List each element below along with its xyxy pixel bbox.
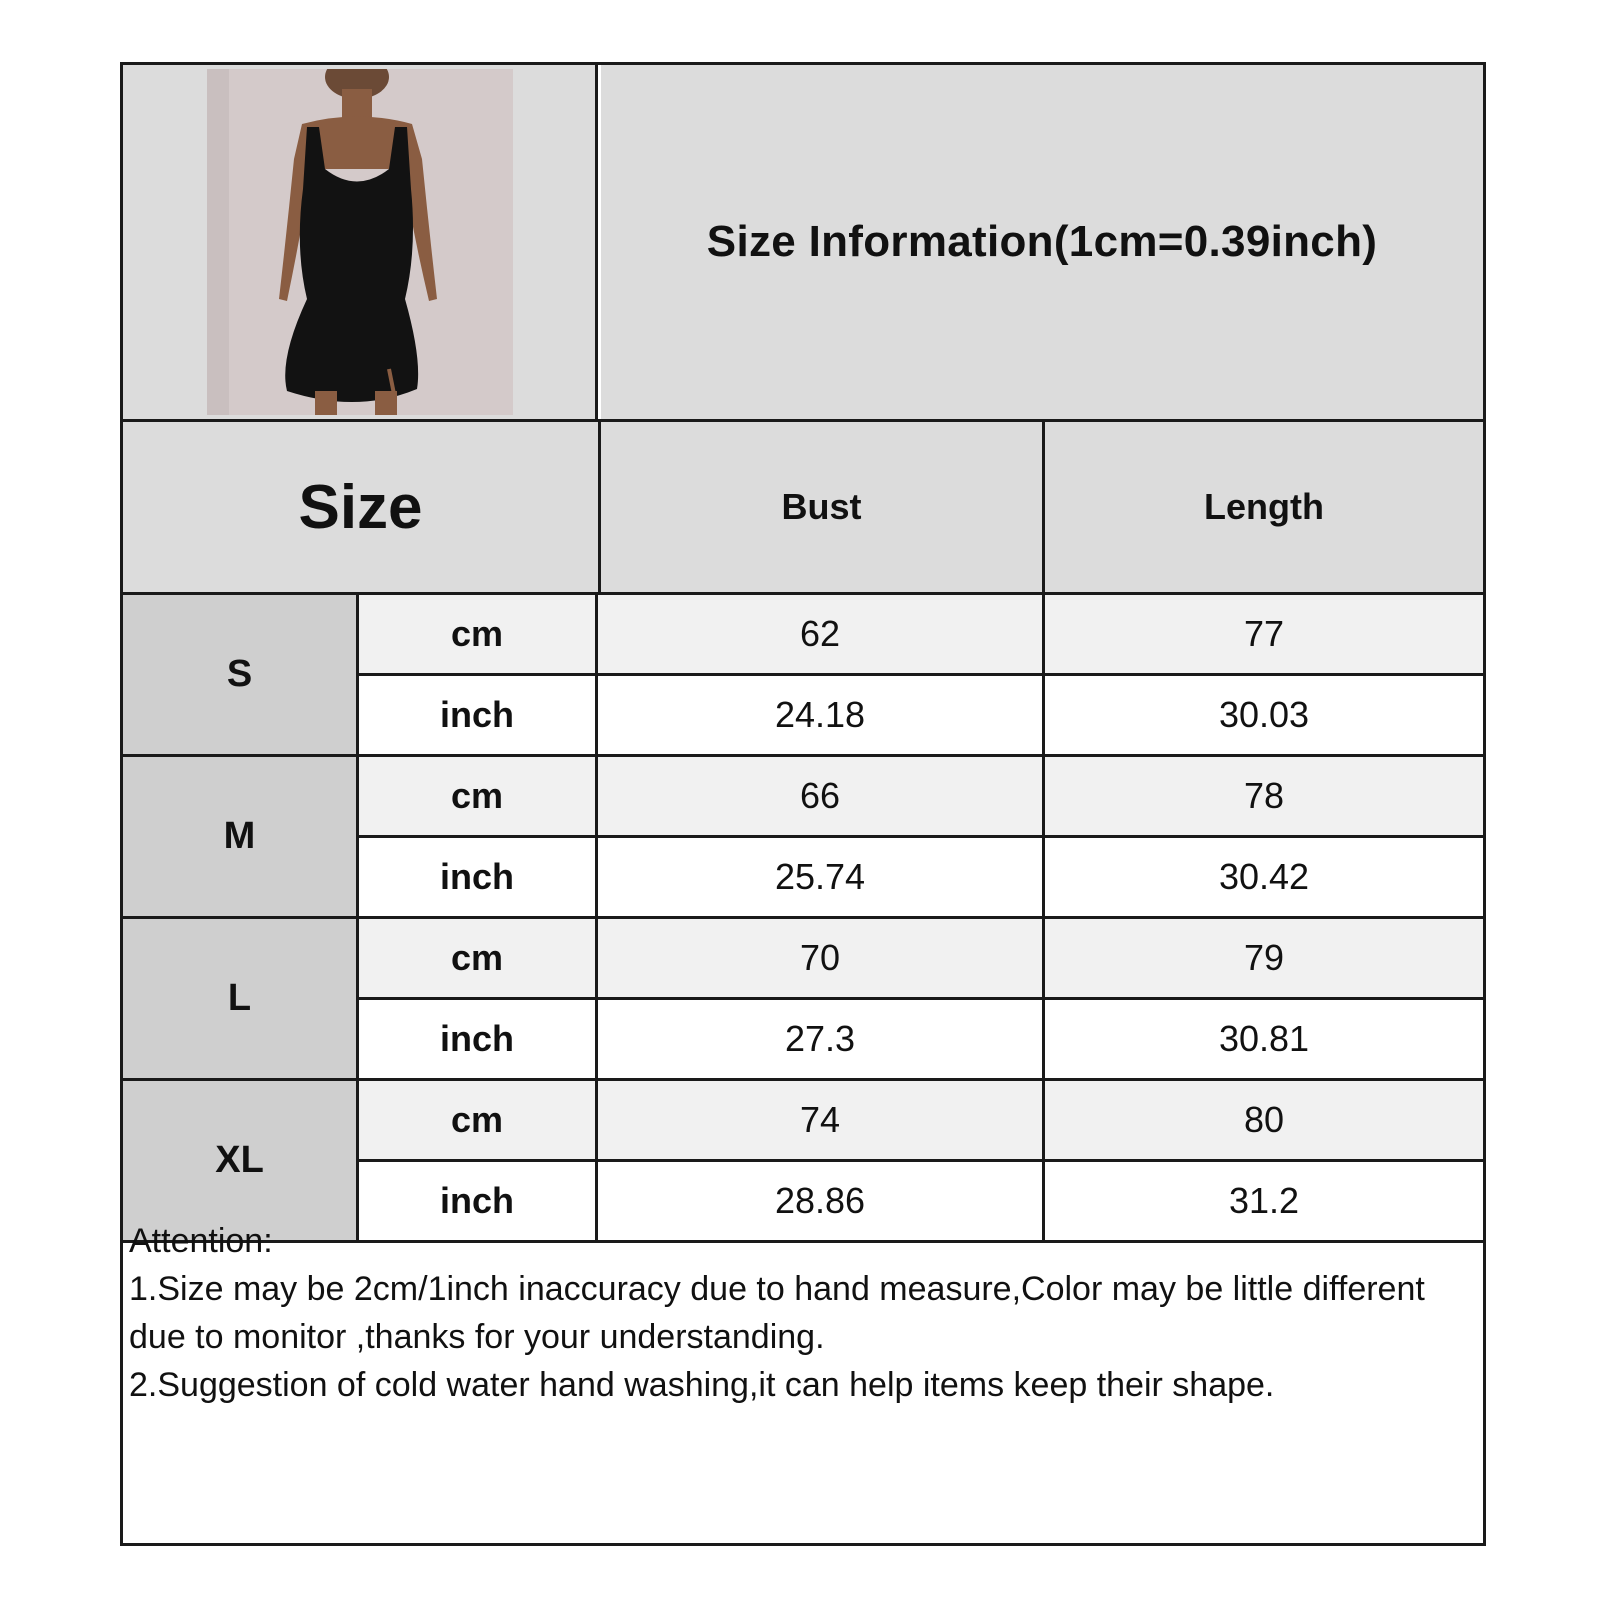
table-row (359, 919, 1483, 1000)
unit-cell: inch (359, 1162, 598, 1240)
length-cell: 78 (1243, 775, 1285, 816)
length-cell: 77 (1243, 613, 1285, 654)
bust-cell: 27.3 (598, 1000, 1045, 1078)
unit-cell: cm (359, 757, 598, 835)
length-cell: 30.42 (1218, 856, 1310, 897)
length-cell: 30.03 (1218, 694, 1310, 735)
bust-cell: 66 (598, 757, 1045, 835)
table-row (359, 757, 1483, 838)
size-table-body (123, 595, 1483, 1243)
attention-note-1: 1.Size may be 2cm/1inch inaccuracy due to hand measure,Color may be little different due to monitor ,thanks for your understanding. (129, 1270, 1425, 1356)
size-label: M (123, 757, 359, 919)
unit-cell: inch (359, 838, 598, 916)
unit-cell: inch (359, 1000, 598, 1078)
bust-header: Bust (601, 422, 1045, 592)
unit-cell: cm (359, 595, 598, 673)
product-photo-cell (123, 65, 598, 419)
bust-cell: 24.18 (598, 676, 1045, 754)
title-cell (601, 65, 1483, 419)
size-chart (120, 62, 1486, 1546)
size-label: L (123, 919, 359, 1081)
bust-cell: 74 (598, 1081, 1045, 1159)
length-cell: 30.81 (1218, 1018, 1310, 1059)
page-title: Size Information(1cm=0.39inch) (706, 217, 1378, 266)
table-row (359, 676, 1483, 757)
table-row (359, 1000, 1483, 1081)
bust-cell: 62 (598, 595, 1045, 673)
bust-cell: 70 (598, 919, 1045, 997)
size-group-s (123, 595, 1483, 757)
length-cell: 80 (1243, 1099, 1285, 1140)
black-mini-dress-photo-icon (207, 69, 513, 415)
table-row (359, 595, 1483, 676)
unit-cell: cm (359, 1081, 598, 1159)
size-header: Size (123, 422, 601, 592)
size-label: XL (123, 1081, 359, 1243)
unit-cell: cm (359, 919, 598, 997)
attention-note-2: 2.Suggestion of cold water hand washing,it can help items keep their shape. (129, 1366, 1275, 1404)
banner-row (123, 65, 1483, 422)
size-group-m (123, 757, 1483, 919)
attention-notes (129, 1217, 1469, 1409)
header-row (123, 422, 1483, 595)
table-row (359, 838, 1483, 919)
size-group-l (123, 919, 1483, 1081)
size-label: S (123, 595, 359, 757)
length-cell: 79 (1243, 937, 1285, 978)
length-cell: 31.2 (1228, 1180, 1300, 1221)
table-row (359, 1081, 1483, 1162)
attention-heading: Attention: (129, 1222, 273, 1260)
bust-cell: 28.86 (598, 1162, 1045, 1240)
unit-cell: inch (359, 676, 598, 754)
product-photo (207, 69, 513, 415)
bust-cell: 25.74 (598, 838, 1045, 916)
length-header: Length (1045, 422, 1483, 592)
